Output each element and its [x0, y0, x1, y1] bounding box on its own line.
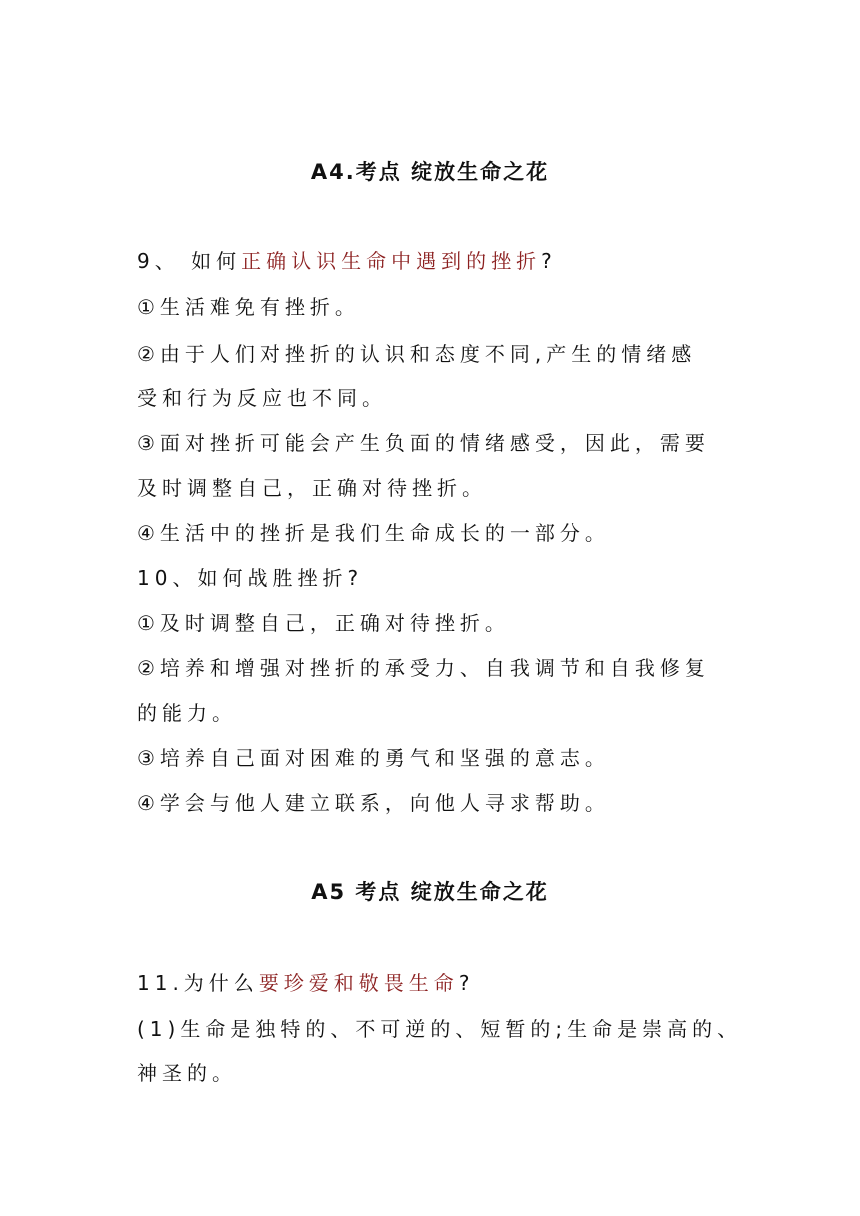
question-11-suffix: ? [458, 971, 475, 995]
question-9-highlight: 正确认识生命中遇到的挫折 [241, 249, 542, 273]
answer-line: ③面对挫折可能会产生负面的情绪感受，因此，需要 [137, 431, 710, 455]
question-10: 10、如何战胜挫折? [137, 566, 364, 590]
section-title-a4: A4.考点 绽放生命之花 [310, 160, 550, 184]
answer-line: ①及时调整自己，正确对待挫折。 [137, 611, 510, 635]
question-11 [137, 969, 474, 997]
answer-line: ①生活难免有挫折。 [137, 295, 360, 319]
answer-line: ③培养自己面对困难的勇气和坚强的意志。 [137, 746, 610, 770]
answer-line: ④生活中的挫折是我们生命成长的一部分。 [137, 521, 610, 545]
section-title-a5: A5 考点 绽放生命之花 [311, 880, 549, 904]
question-11-prefix: 11.为什么 [137, 971, 259, 995]
answer-line: 的能力。 [137, 701, 237, 725]
question-11-highlight: 要珍爱和敬畏生命 [258, 971, 459, 995]
answer-line: ④学会与他人建立联系，向他人寻求帮助。 [137, 791, 610, 815]
answer-line: (1)生命是独特的、不可逆的、短暂的;生命是崇高的、 [137, 1017, 743, 1041]
answer-line: 神圣的。 [137, 1061, 237, 1085]
answer-line: 及时调整自己，正确对待挫折。 [137, 476, 487, 500]
answer-line: ②由于人们对挫折的认识和态度不同,产生的情绪感 [137, 342, 697, 366]
question-9 [137, 247, 557, 275]
answer-line: 受和行为反应也不同。 [137, 386, 387, 410]
question-9-suffix: ? [541, 249, 557, 273]
question-9-prefix: 9、 如何 [137, 249, 242, 273]
answer-line: ②培养和增强对挫折的承受力、自我调节和自我修复 [137, 656, 710, 680]
